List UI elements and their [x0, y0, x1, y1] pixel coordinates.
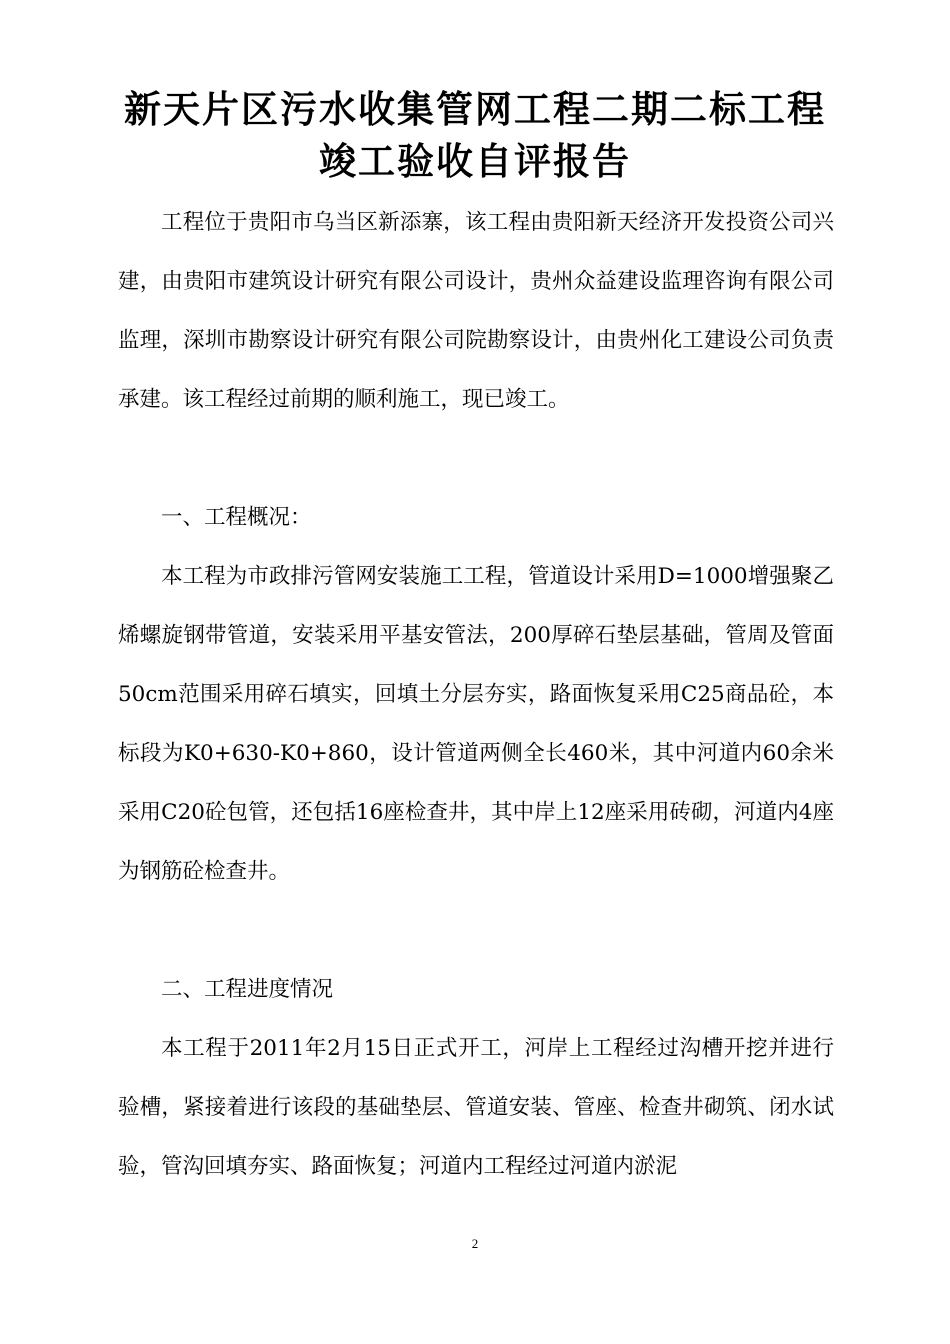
section-paragraph-progress: 本工程于2011年2月15日正式开工，河岸上工程经过沟槽开挖并进行验槽，紧接着进行该段的基础垫层、管道安装、管座、检查井砌筑、闭水试验，管沟回填夯实、路面恢复；河道内工程经过河道内淤泥	[118, 1036, 834, 1179]
section-paragraph-overview: 本工程为市政排污管网安装施工工程，管道设计采用D=1000增强聚乙烯螺旋钢带管道，安装采用平基安管法，200厚碎石垫层基础，管周及管面50cm范围采用碎石填实，回填土分层夯实，路面恢复采用C25商品砼，本标段为K0+630-K0+860，设计管道两侧全长460米，其中河道内60余米采用C20砼包管，还包括16座检查井，其中岸上12座采用砖砌，河道内4座为钢筋砼检查井。	[118, 564, 834, 884]
document-title-line-1: 新天片区污水收集管网工程二期二标工程	[124, 88, 826, 131]
page-number: 2	[471, 1236, 479, 1251]
document-body	[118, 193, 834, 1196]
blank-line	[118, 429, 834, 488]
document-title-line-2: 竣工验收自评报告	[319, 140, 631, 183]
blank-line	[118, 901, 834, 960]
section-heading-overview: 一、工程概况：	[161, 505, 312, 530]
section-heading-progress: 二、工程进度情况	[161, 977, 334, 1002]
intro-paragraph: 工程位于贵阳市乌当区新添寨，该工程由贵阳新天经济开发投资公司兴建，由贵阳市建筑设计研究有限公司设计，贵州众益建设监理咨询有限公司监理，深圳市勘察设计研究有限公司院勘察设计，由贵州化工建设公司负责承建。该工程经过前期的顺利施工，现已竣工。	[118, 210, 834, 412]
